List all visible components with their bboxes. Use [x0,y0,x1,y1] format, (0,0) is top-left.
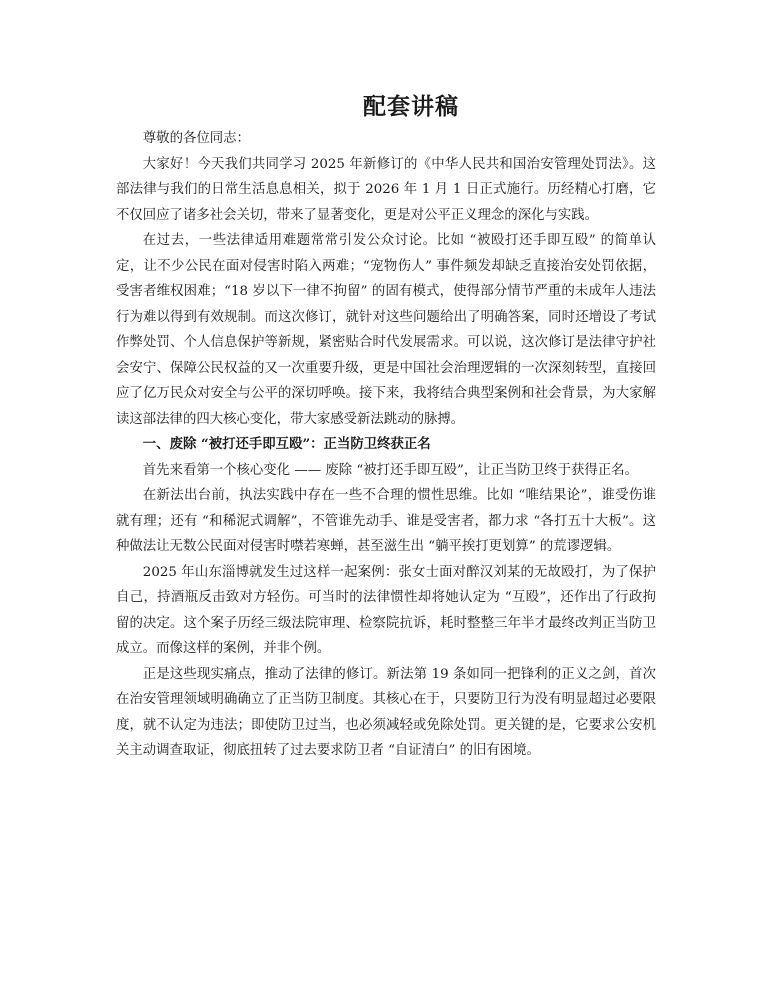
section-paragraph: 2025 年山东淄博就发生过这样一起案例：张女士面对醉汉刘某的无故殴打，为了保护自己，持酒瓶反击致对方轻伤。可当时的法律惯性却将她认定为 “互殴”，还作出了行政拘留的决定。这个案子历经三级法院审理、检察院抗诉，耗时整整三年半才最终改判正当防卫成立。而像这样的案例，并非个例。 [116,564,656,656]
document-body [116,126,656,764]
document-title: 配套讲稿 [363,93,459,120]
section-heading: 一、废除 “被打还手即互殴”：正当防卫终获正名 [142,436,431,452]
section-paragraph: 在新法出台前，执法实践中存在一些不合理的惯性思维。比如 “唯结果论”，谁受伤谁就有理；还有 “和稀泥式调解”，不管谁先动手、谁是受害者，都力求 “各打五十大板”。这种做法让无数公民面对侵害时噤若寒蝉，甚至滋生出 “躺平挨打更划算” 的荒谬逻辑。 [116,488,656,554]
section-paragraph: 首先来看第一个核心变化 —— 废除 “被打还手即互殴”，让正当防卫终于获得正名。 [142,462,638,478]
paragraph-background: 在过去，一些法律适用难题常常引发公众讨论。比如 “被殴打还手即互殴” 的简单认定，让不少公民在面对侵害时陷入两难；“宠物伤人” 事件频发却缺乏直接治安处罚依据，受害者维权困难；“18 岁以下一律不拘留” 的固有模式，使得部分情节严重的未成年人违法行为难以得到有效规制。而这次修订，就针对这些问题给出了明确答案，同时还增设了考试作弊处罚、个人信息保护等新规，紧密贴合时代发展需求。可以说，这次修订是法律守护社会安宁、保障公民权益的又一次重要升级，更是中国社会治理逻辑的一次深刻转型，直接回应了亿万民众对安全与公平的深切呼唤。接下来，我将结合典型案例和社会背景，为大家解读这部法律的四大核心变化，带大家感受新法跳动的脉搏。 [116,233,656,427]
salutation: 尊敬的各位同志： [142,131,250,146]
paragraph-intro: 大家好！今天我们共同学习 2025 年新修订的《中华人民共和国治安管理处罚法》。这部法律与我们的日常生活息息相关，拟于 2026 年 1 月 1 日正式施行。历经精心打磨，它不仅回应了诸多社会关切，带来了显著变化，更是对公平正义理念的深化与实践。 [116,156,656,223]
section-paragraph: 正是这些现实痛点，推动了法律的修订。新法第 19 条如同一把锋利的正义之剑，首次在治安管理领域明确确立了正当防卫制度。其核心在于，只要防卫行为没有明显超过必要限度，就不认定为违法；即使防卫过当，也必须减轻或免除处罚。更关键的是，它要求公安机关主动调查取证，彻底扭转了过去要求防卫者 “自证清白” 的旧有困境。 [116,666,656,758]
